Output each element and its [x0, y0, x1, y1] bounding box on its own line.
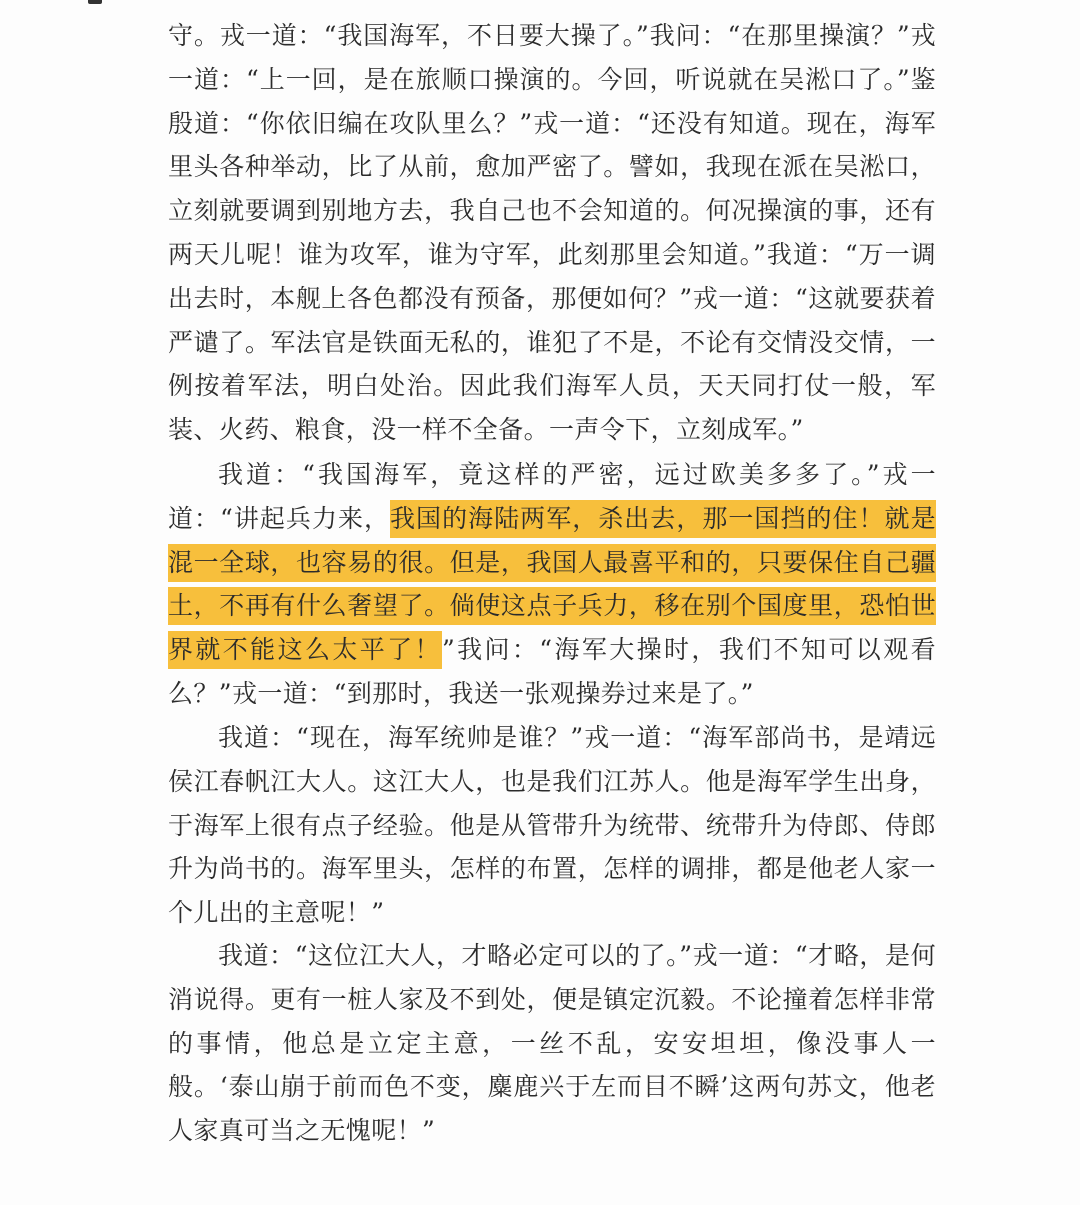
highlighted-passage[interactable]: 我国的海陆两军，杀出去，那一国挡的住！就是混一全球，也容易的很。但是，我国人最喜平和的，只要保住自己疆土，不再有什么奢望了。倘使这点子兵力，移在别个国度里，恐怕世界就不能这么太平了！ — [168, 500, 936, 669]
paragraph-4-text: 我道：“这位江大人，才略必定可以的了。”戎一道：“才略，是何消说得。更有一桩人家及不到处，便是镇定沉毅。不论撞着怎样非常的事情，他总是立定主意，一丝不乱，安安坦坦，像没事人一般。‘泰山崩于前而色不变，麋鹿兴于左而目不瞬’这两句苏文，他老人家真可当之无愧呢！” — [168, 941, 936, 1146]
paragraph-1 — [168, 14, 936, 452]
paragraph-1-text: 守。戎一道：“我国海军，不日要大操了。”我问：“在那里操演？”戎一道：“上一回，是在旅顺口操演的。今回，听说就在吴淞口了。”鉴殷道：“你依旧编在攻队里么？”戎一道：“还没有知道。现在，海军里头各种举动，比了从前，愈加严密了。譬如，我现在派在吴淞口，立刻就要调到别地方去，我自己也不会知道的。何况操演的事，还有两天儿呢！谁为攻军，谁为守军，此刻那里会知道。”我道：“万一调出去时，本舰上各色都没有预备，那便如何？”戎一道：“这就要获着严谴了。军法官是铁面无私的，谁犯了不是，不论有交情没交情，一例按着军法，明白处治。因此我们海军人员，天天同打仗一般，军装、火药、粮食，没一样不全备。一声令下，立刻成军。” — [168, 21, 936, 445]
page-edge-mark — [88, 0, 102, 4]
paragraph-3-text: 我道：“现在，海军统帅是谁？”戎一道：“海军部尚书，是靖远侯江春帆江大人。这江大人，也是我们江苏人。他是海军学生出身，于海军上很有点子经验。他是从管带升为统带、统带升为侍郎、侍郎升为尚书的。海军里头，怎样的布置，怎样的调排，都是他老人家一个儿出的主意呢！” — [168, 723, 936, 928]
paragraph-4 — [168, 934, 936, 1153]
paragraph-3 — [168, 716, 936, 935]
cropped-top-line — [168, 0, 938, 4]
paragraph-2 — [168, 453, 936, 716]
paragraph-2-text-before: 我道：“我国海军，竟这样的严密，远过欧美多多了。”戎一道：“讲起兵力来， — [168, 460, 936, 533]
paragraph-2-text-after: ”我问：“海军大操时，我们不知可以观看么？”戎一道：“到那时，我送一张观操券过来是了。” — [168, 635, 936, 708]
